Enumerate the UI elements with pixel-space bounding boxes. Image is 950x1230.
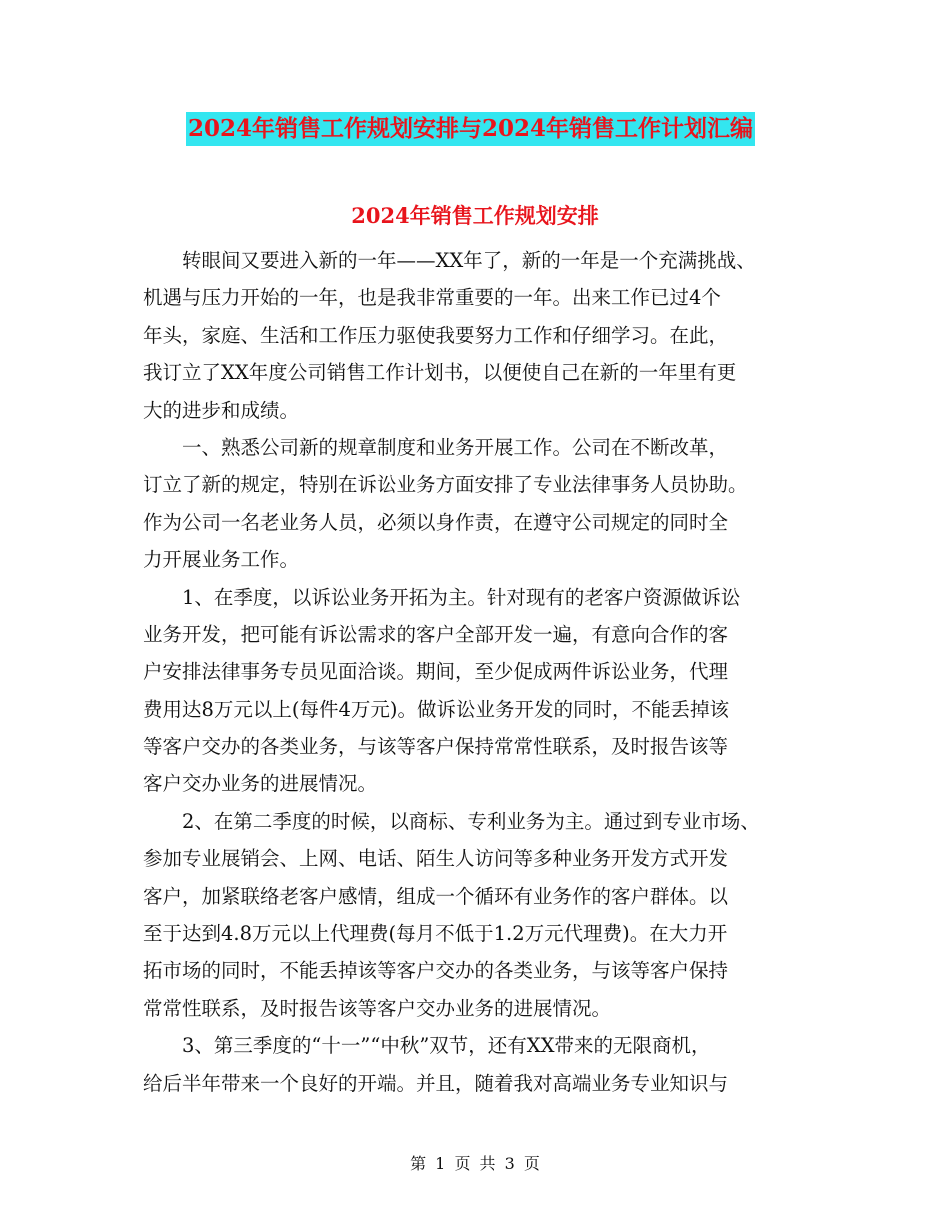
paragraph-line: 作为公司一名老业务人员，必须以身作责，在遵守公司规定的同时全	[143, 510, 729, 534]
paragraph-line: 大的进步和成绩。	[143, 398, 300, 422]
paragraph-line: 一、熟悉公司新的规章制度和业务开展工作。公司在不断改革，	[182, 435, 729, 459]
paragraph-line: 拓市场的同时，不能丢掉该等客户交办的各类业务，与该等客户保持	[143, 959, 729, 983]
page-footer: 第 1 页 共 3 页	[410, 1154, 540, 1173]
paragraph-line: 转眼间又要进入新的一年——XX年了，新的一年是一个充满挑战、	[182, 249, 756, 272]
paragraph-line: 业务开发，把可能有诉讼需求的客户全部开发一遍，有意向合作的客	[143, 622, 729, 646]
paragraph-line: 常常性联系，及时报告该等客户交办业务的进展情况。	[143, 996, 612, 1020]
document-body	[143, 242, 833, 1102]
document-title: 2024年销售工作规划安排与2024年销售工作计划汇编	[186, 112, 755, 146]
paragraph-line: 3、第三季度的“十一”“中秋”双节，还有XX带来的无限商机，	[182, 1034, 711, 1058]
paragraph-second-quarter	[143, 803, 833, 1027]
paragraph-line: 给后半年带来一个良好的开端。并且，随着我对高端业务专业知识与	[143, 1071, 729, 1095]
paragraph-line: 力开展业务工作。	[143, 548, 300, 572]
paragraph-line: 至于达到4.8万元以上代理费(每月不低于1.2万元代理费)。在大力开	[143, 922, 728, 946]
section-title: 2024年销售工作规划安排	[351, 203, 599, 228]
paragraph-line: 年头，家庭、生活和工作压力驱使我要努力工作和仔细学习。在此，	[143, 323, 729, 347]
paragraph-line: 费用达8万元以上(每件4万元)。做诉讼业务开发的同时，不能丢掉该	[143, 697, 730, 721]
paragraph-line: 客户交办业务的进展情况。	[143, 772, 378, 796]
paragraph-line: 客户，加紧联络老客户感情，组成一个循环有业务作的客户群体。以	[143, 884, 729, 908]
paragraph-line: 1、在季度，以诉讼业务开拓为主。针对现有的老客户资源做诉讼	[182, 585, 741, 609]
paragraph-intro	[143, 242, 833, 429]
paragraph-line: 订立了新的规定，特别在诉讼业务方面安排了专业法律事务人员协助。	[143, 473, 748, 497]
paragraph-line: 2、在第二季度的时候，以商标、专利业务为主。通过到专业市场、	[182, 809, 760, 833]
paragraph-line: 机遇与压力开始的一年，也是我非常重要的一年。出来工作已过4个	[143, 286, 721, 310]
paragraph-section-one	[143, 429, 833, 579]
paragraph-line: 户安排法律事务专员见面洽谈。期间，至少促成两件诉讼业务，代理	[143, 660, 729, 684]
paragraph-line: 我订立了XX年度公司销售工作计划书，以便使自己在新的一年里有更	[143, 361, 737, 385]
paragraph-third-quarter	[143, 1027, 833, 1102]
paragraph-line: 参加专业展销会、上网、电话、陌生人访问等多种业务开发方式开发	[143, 847, 729, 871]
paragraph-line: 等客户交办的各类业务，与该等客户保持常常性联系，及时报告该等	[143, 735, 729, 759]
paragraph-first-quarter	[143, 579, 833, 803]
